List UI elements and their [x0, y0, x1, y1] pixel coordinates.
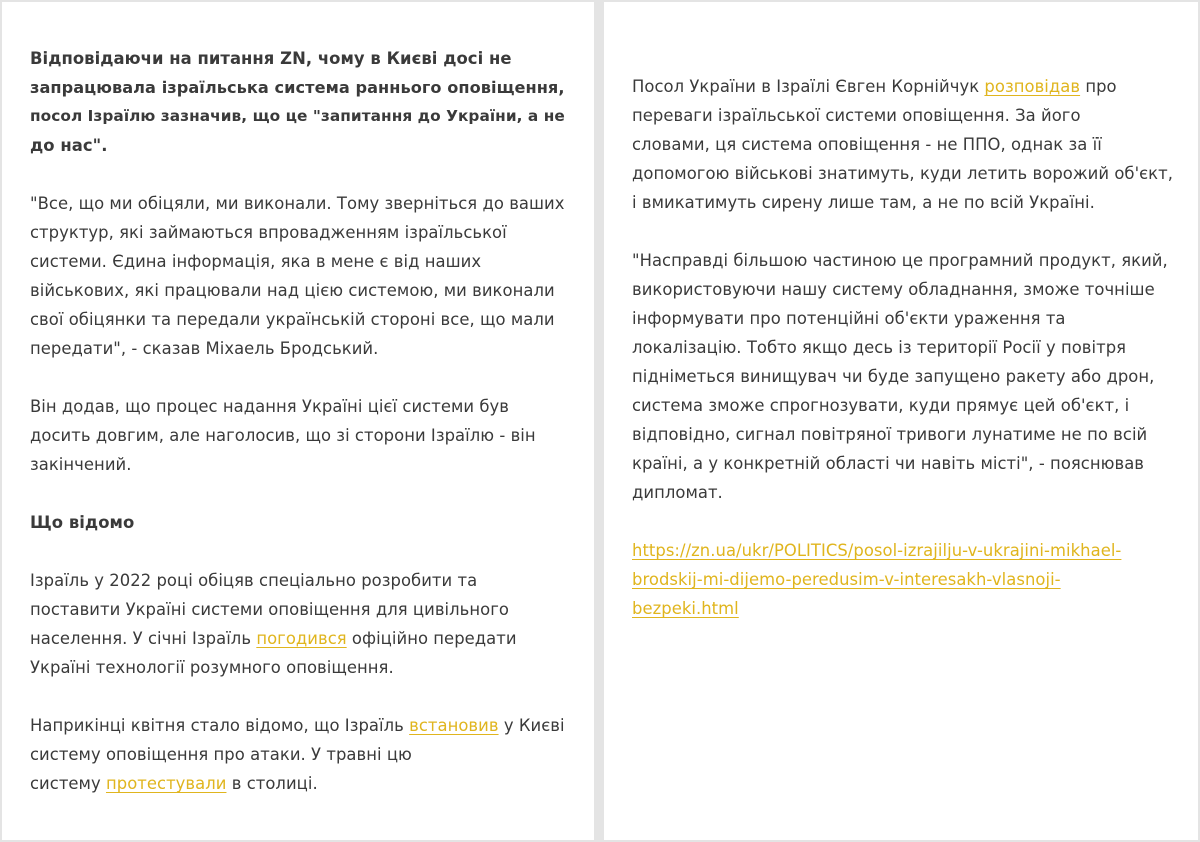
text-line: "Насправді більшою частиною це програмний продукт, який, — [632, 251, 1168, 270]
text-line: підніметься винищувач чи буде запущено ракету або дрон, — [632, 367, 1155, 386]
text-line: локалізацію. Тобто якщо десь із території Росії у повітря — [632, 338, 1127, 357]
text-line: словами, ця система оповіщення - не ППО, однак за її — [632, 135, 1102, 154]
source-link-paragraph — [632, 536, 1174, 623]
source-url-link[interactable]: bezpeki.html — [632, 599, 739, 618]
text-line — [30, 624, 568, 653]
text-line: систему оповіщення про атаки. У травні цю — [30, 745, 412, 764]
diplomat-quote-paragraph — [632, 246, 1174, 507]
source-url-link[interactable]: https://zn.ua/ukr/POLITICS/posol-izrajilju-v-ukrajini-mikhael- — [632, 541, 1122, 560]
text-segment: про — [1080, 77, 1117, 96]
text-segment: Наприкінці квітня стало відомо, що Ізраїль — [30, 716, 410, 735]
text-line: використовуючи нашу систему обладнання, зможе точніше — [632, 280, 1155, 299]
text-segment: в столиці. — [226, 774, 318, 793]
text-line: структур, які займаються впровадженням ізраїльської — [30, 223, 507, 242]
text-line: "Все, що ми обіцяли, ми виконали. Тому зверніться до ваших — [30, 194, 565, 213]
lead-paragraph — [30, 44, 568, 160]
text-segment: населення. У січні Ізраїль — [30, 629, 257, 648]
text-line: військових, які працювали над цією системою, ми виконали — [30, 281, 555, 300]
installed-link[interactable]: встановив — [409, 716, 499, 735]
text-line: Він додав, що процес надання Україні цієї системи був — [30, 397, 509, 416]
text-segment: офіційно передати — [346, 629, 517, 648]
left-page — [2, 2, 594, 840]
added-paragraph — [30, 392, 568, 479]
tested-link[interactable]: протестували — [105, 774, 227, 793]
text-line: інформувати про потенційні об'єкти ураження та — [632, 309, 1066, 328]
subheading-text: Що відомо — [30, 513, 135, 532]
text-line: Відповідаючи на питання ZN, чому в Києві досі не — [30, 49, 512, 68]
text-line: поставити Україні системи оповіщення для цивільного — [30, 600, 509, 619]
ambassador-paragraph — [632, 72, 1174, 217]
source-url-link[interactable]: brodskij-mi-dijemo-peredusim-v-interesakh-vlasnoji- — [632, 570, 1061, 589]
section-subheading — [30, 508, 568, 537]
text-line: відповідно, сигнал повітряної тривоги лунатиме не по всій — [632, 425, 1148, 444]
text-line: країні, а у конкретній області чи навіть місті", - пояснював — [632, 454, 1144, 473]
agreed-link[interactable]: погодився — [256, 629, 347, 648]
text-line: запрацювала ізраїльська система раннього оповіщення, — [30, 78, 565, 97]
brodsky-quote-paragraph — [30, 189, 568, 363]
text-line: посол Ізраїлю зазначив, що це "запитання до України, а не — [30, 107, 565, 125]
text-segment: Посол України в Ізраїлі Євген Корнійчук — [632, 77, 985, 96]
text-segment: у Києві — [498, 716, 565, 735]
text-segment: систему — [30, 774, 106, 793]
text-line: дипломат. — [632, 483, 723, 502]
text-line: досить довгим, але наголосив, що зі сторони Ізраїлю - він — [30, 426, 536, 445]
text-line: до нас". — [30, 136, 108, 155]
april-paragraph — [30, 711, 568, 798]
text-line — [632, 72, 1174, 101]
text-line: Ізраїль у 2022 році обіцяв спеціально розробити та — [30, 571, 478, 590]
text-line: система зможе спрогнозувати, куди прямує цей об'єкт, і — [632, 396, 1130, 415]
right-page — [604, 2, 1198, 840]
text-line: закінчений. — [30, 455, 132, 474]
text-line: передати", - сказав Міхаель Бродський. — [30, 339, 379, 358]
text-line: і вмикатимуть сирену лише там, а не по всій Україні. — [632, 193, 1095, 212]
text-line: свої обіцянки та передали українській стороні все, що мали — [30, 310, 555, 329]
israel-2022-paragraph — [30, 566, 568, 682]
told-link[interactable]: розповідав — [984, 77, 1081, 96]
text-line — [30, 769, 568, 798]
text-line: допомогою військові знатимуть, куди летить ворожий об'єкт, — [632, 164, 1173, 183]
text-line: Україні технології розумного оповіщення. — [30, 658, 394, 677]
text-line: переваги ізраїльської системи оповіщення. За його — [632, 106, 1081, 125]
text-line: системи. Єдина інформація, яка в мене є від наших — [30, 252, 482, 271]
text-line — [30, 711, 568, 740]
